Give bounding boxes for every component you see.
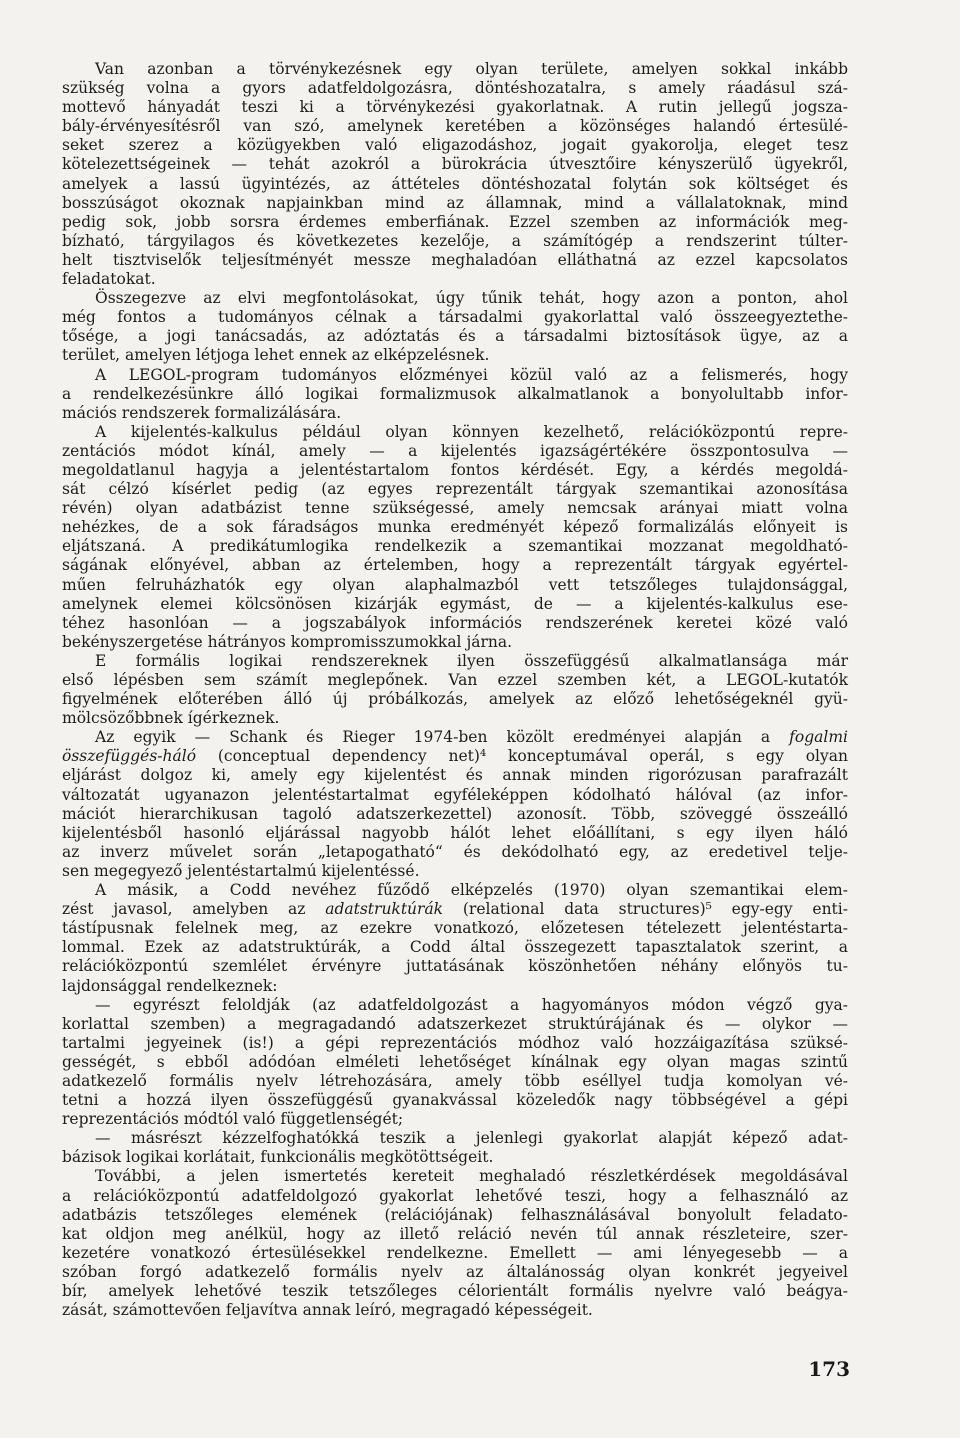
text-line: bízható, tárgyilagos és következetes kezelője, a számítógép a rendszerint túlter-: [62, 231, 848, 250]
emphasized-term: összefüggés-háló: [62, 747, 197, 766]
text-line: [62, 747, 848, 766]
text-line: tartalmi jegyeinek (is!) a gépi reprezentációs módhoz való hozzáigazítása szüksé-: [62, 1033, 848, 1052]
text-line: bír, amelyek lehetővé teszik tetszőleges célorientált formális nyelvre való beágya-: [62, 1282, 848, 1300]
text-line: [62, 728, 848, 747]
text-line: — másrészt kézzelfoghatókká teszik a jelenlegi gyakorlat alapját képező adat-: [95, 1129, 848, 1148]
text-line: terület, amelyen létjoga lehet ennek az elképzelésnek.: [62, 346, 490, 365]
text-line: mációs rendszerek formalizálására.: [62, 403, 342, 422]
text-line: a relációközpontú adatfeldolgozó gyakorlat lehetővé teszi, hogy a felhasználó az: [62, 1186, 848, 1205]
text-span: (relational data structures)⁵ egy-egy enti-: [443, 900, 848, 919]
text-line: amelynek elemei kölcsönösen kizárják egymást, de — a kijelentés-kalkulus ese-: [62, 594, 848, 613]
text-line: A másik, a Codd nevéhez fűződő elképzelés (1970) olyan szemantikai elem-: [95, 881, 848, 900]
paragraph: [62, 652, 848, 728]
paragraph: [62, 1129, 848, 1167]
paragraph: [62, 423, 848, 652]
page-body: [62, 60, 848, 1320]
text-line: bosszúságot okoznak napjainkban mind az államnak, mind a vállalatoknak, mind: [62, 193, 848, 212]
text-span: (conceptual dependency net)⁴ konceptumával operál, s egy olyan: [196, 747, 848, 766]
paragraph: [62, 60, 848, 289]
text-line: [62, 900, 848, 919]
paragraph: [62, 1167, 848, 1320]
text-line: seket szerez a közügyekben való eligazodáshoz, jogait gyakorolja, eleget tesz: [62, 136, 848, 155]
text-line: sen megegyező jelentéstartalmú kijelentéssé.: [62, 861, 420, 880]
text-line: amelyek a lassú ügyintézés, az áttételes döntéshozatal folytán sok költséget és: [62, 174, 848, 193]
text-line: megoldatlanul hagyja a jelentéstartalom fontos kérdését. Egy, a kérdés megoldá-: [62, 460, 848, 479]
text-line: lajdonsággal rendelkeznek:: [62, 976, 278, 995]
text-line: kötelezettségeinek — tehát azokról a bürokrácia útvesztőire kényszerülő ügyekről,: [62, 155, 848, 174]
text-line: mációt hierarchikusan tagoló adatszerkezettel) azonosít. Több, szöveggé összeálló: [62, 804, 848, 823]
text-line: gességét, s ebből adódóan elméleti lehetőséget kínálnak egy olyan magas szintű: [62, 1052, 848, 1071]
text-line: — egyrészt feloldják (az adatfeldolgozást a hagyományos módon végző gya-: [95, 995, 848, 1014]
text-line: helt tisztviselők teljesítményét messze meghaladóan elláthatná az ezzel kapcsolatos: [62, 250, 848, 269]
text-line: az inverz művelet során „letapogatható“ és dekódolható egy, az eredetivel telje-: [62, 842, 848, 861]
text-span: zést javasol, amelyben az: [62, 900, 326, 919]
text-line: szóban forgó adatkezelő formális nyelv az általánosság olyan konkrét jegyeivel: [62, 1262, 848, 1281]
page-number: 173: [808, 1357, 850, 1381]
text-line: kat oldjon meg anélkül, hogy az illető reláció nevén túl annak részleteire, szer-: [62, 1224, 848, 1243]
text-line: ságának előnyével, abban az értelemben, hogy a reprezentált tárgyak egyértel-: [62, 556, 848, 575]
text-line: nehézkes, de a sok fáradságos munka eredményét képező formalizálás előnyeit is: [62, 518, 848, 537]
text-line: zását, számottevően feljavítva annak leíró, megragadó képességeit.: [62, 1301, 593, 1320]
text-line: műen felruházhatók egy olyan alaphalmazból vett tetszőleges tulajdonsággal,: [62, 575, 848, 594]
text-line: pedig sok, jobb sorsra érdemes emberfiának. Ezzel szemben az információk meg-: [62, 212, 848, 231]
text-line: mölcsözőbbnek ígérkeznek.: [62, 709, 280, 728]
text-line: eljárást dolgoz ki, amely egy kijelentést és annak minden rigorózusan parafrazált: [62, 766, 848, 785]
text-line: változatát ugyanazon jelentéstartalmat egyféleképpen kódolható hálóval (az infor-: [62, 785, 848, 804]
text-line: bekényszergetése hátrányos kompromisszumokkal járna.: [62, 632, 513, 651]
text-line: még fontos a tudományos célnak a társadalmi gyakorlattal való összeegyeztethe-: [62, 308, 848, 327]
text-line: tetni a hozzá ilyen összefüggésű gyanakvással közeledők nagy többségével a gépi: [62, 1091, 848, 1110]
text-line: reprezentációs módtól való függetlenségét;: [62, 1110, 404, 1129]
paragraph: [62, 728, 848, 881]
text-line: korlattal szemben) a megragadandó adatszerkezet struktúrájának és — olykor —: [62, 1014, 848, 1033]
text-line: A kijelentés-kalkulus például olyan könnyen kezelhető, relációközpontú repre-: [95, 422, 848, 441]
text-span: Az egyik — Schank és Rieger 1974-ben közölt eredményei alapján a: [95, 728, 790, 747]
paragraph: [62, 996, 848, 1130]
text-line: bály-érvényesítésről van szó, amelynek keretében a közönséges halandó értesülé-: [62, 117, 848, 136]
text-line: A LEGOL-program tudományos előzményei közül való az a felismerés, hogy: [95, 365, 848, 384]
text-line: Van azonban a törvénykezésnek egy olyan területe, amelyen sokkal inkább: [95, 60, 848, 78]
paragraph: [62, 881, 848, 996]
emphasized-term: fogalmi: [789, 728, 848, 747]
text-line: első lépésben sem számít meglepőnek. Van ezzel szemben két, a LEGOL-kutatók: [62, 671, 848, 689]
text-line: mottevő hányadát teszi ki a törvénykezési gyakorlatnak. A rutin jellegű jogsza-: [62, 98, 848, 117]
text-line: tősége, a jogi tanácsadás, az adóztatás és a társadalmi biztosítások ügye, az a: [62, 327, 848, 346]
paragraph: [62, 289, 848, 365]
text-line: zentációs módot kínál, amely — a kijelentés igazságértékére összpontosulva —: [62, 441, 848, 460]
text-line: szükség volna a gyors adatfeldolgozásra, döntéshozatalra, s amely ráadásul szá-: [62, 79, 848, 98]
text-line: feladatokat.: [62, 270, 156, 289]
text-line: révén) olyan adatbázist tenne szükségessé, amely nemcsak arányai miatt volna: [62, 499, 848, 518]
text-line: tástípusnak felelnek meg, az ezekre vonatkozó, előzetesen tételezett jelentéstarta-: [62, 919, 848, 938]
text-line: kezetére vonatkozó értesülésekkel rendelkezne. Emellett — ami lényegesebb — a: [62, 1243, 848, 1262]
text-line: Összegezve az elvi megfontolásokat, úgy tűnik tehát, hogy azon a ponton, ahol: [95, 289, 848, 308]
text-line: sát célzó kísérlet pedig (az egyes reprezentált tárgyak szemantikai azonosítása: [62, 480, 848, 499]
text-line: eljátszaná. A predikátumlogika rendelkezik a szemantikai mozzanat megoldható-: [62, 537, 848, 556]
text-line: bázisok logikai korlátait, funkcionális megkötöttségeit.: [62, 1148, 494, 1167]
text-line: lommal. Ezek az adatstruktúrák, a Codd által összegezett tapasztalatok szerint, a: [62, 938, 848, 957]
text-line: relációközpontú szemlélet érvényre juttatásának köszönhetően néhány előnyös tu-: [62, 957, 848, 976]
text-line: adatkezelő formális nyelv létrehozására, amely több eséllyel tudja komolyan vé-: [62, 1071, 848, 1090]
text-line: a rendelkezésünkre álló logikai formalizmusok alkalmatlanok a bonyolultabb infor-: [62, 384, 848, 403]
text-line: További, a jelen ismertetés kereteit meghaladó részletkérdések megoldásával: [95, 1167, 848, 1186]
text-line: kijelentésből hasonló eljárással nagyobb hálót lehet előállítani, s egy ilyen háló: [62, 823, 848, 842]
text-line: E formális logikai rendszereknek ilyen összefüggésű alkalmatlansága már: [95, 651, 848, 670]
text-line: figyelmének előterében álló új próbálkozás, amelyek az előző lehetőségeknél gyü-: [62, 690, 848, 709]
text-line: téhez hasonlóan — a jogszabályok információs rendszerének keretei közé való: [62, 613, 848, 632]
paragraph: [62, 366, 848, 423]
text-line: adatbázis tetszőleges elemének (relációjának) felhasználásával bonyolult feladato-: [62, 1205, 848, 1224]
emphasized-term: adatstruktúrák: [325, 900, 444, 919]
